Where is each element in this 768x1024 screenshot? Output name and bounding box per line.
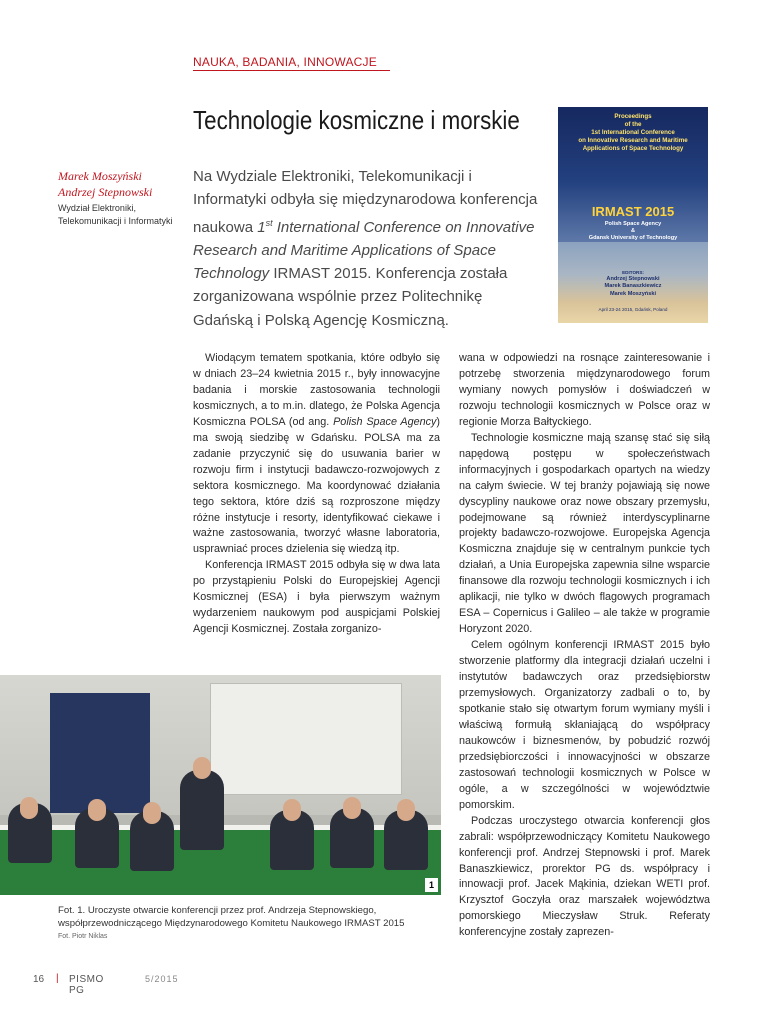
lead-italic-1: 1 [257,218,266,236]
lead-text-2: IRMAST 2015. Konferencja została zorganizowana wspólnie przez Politechnikę Gdańską i Polską Agencję Kosmiczną. [193,265,508,329]
photo-head [283,799,301,821]
cover-organizer: & [630,228,636,234]
paragraph: Podczas uroczystego otwarcia konferencji głos zabrali: współprzewodniczący Komitetu Naukowego konferencji prof. Andrzej Stepnowski i prof. Marek Banaszkiewicz, prorektor PG ds. współpracy i innowacji prof. Jacek Mąkinia, dziekan WETI prof. Krzysztof Goczyła oraz marszałek województwa pomorskiego Mieczysław Struk. Referaty konferencyjne zostały zaprezen- [459,814,710,939]
paragraph-text: ) ma swoją siedzibę w Gdańsku. POLSA ma za zadanie przyczynić się do usuwania barier w rozwoju firm i instytucji badawczo-rozwojowych z sektora kosmicznego. Ma koordynować działania tego sektora, które dziś są rozproszone między różne instytucje i resorty, identyfikować ciekawe i ważne zastosowania, tworzyć własne laboratoria, usprawniać proces dzielenia się wiedzą itp. [193,415,440,556]
cover-title [562,113,704,153]
photo-projection-screen [210,683,402,795]
article-title: Technologie kosmiczne i morskie [193,105,520,135]
lead-text-1: Na Wydziale Elektroniki, Telekomunikacji i Informatyki odbyła się międzynarodowa konferencja naukowa [193,168,538,236]
paragraph-italic: Polish Space Agency [333,415,437,428]
photo-head [88,799,106,821]
cover-editor: Marek Moszyński [609,290,656,297]
cover-line: Applications of Space Technology [582,145,684,152]
author-1: Marek Moszyński [58,169,142,183]
section-label: NAUKA, BADANIA, INNOWACJE [193,55,377,69]
page-number: 16 [33,974,45,985]
lead-paragraph [193,165,545,332]
cover-organizer: Gdansk University of Technology [588,235,678,241]
cover-organizers [562,221,704,242]
photo-head [193,757,211,779]
paragraph [193,351,440,558]
paragraph [193,558,440,638]
conference-photo [0,675,441,895]
photo-head [397,799,415,821]
cover-editors-label: EDITORS: [622,270,644,275]
lead-sup: st [265,217,273,228]
photo-head [20,797,38,819]
affiliation: Wydział Elektroniki, Telekomunikacji i Informatyki [58,203,173,226]
photo-poster [50,693,150,813]
cover-editor: Marek Banaszkiewicz [604,283,662,290]
cover-organizer: Polish Space Agency [604,221,662,227]
paragraph: wana w odpowiedzi na rosnące zainteresowanie i potrzebę stworzenia międzynarodowego forum wymiany nowych pomysłów i doświadczeń w rozwoju technologii kosmicznych w Polsce oraz w regionie Morza Bałtyckiego. [459,352,710,428]
cover-line: 1st International Conference [591,129,675,136]
paragraph-text: Konferencja IRMAST 2015 odbyła się w dwa lata po przystąpieniu Polski do Europejskiej Agencji Kosmicznej (ESA) i była pierwszym ważnym wydarzeniem naukowym pod auspicjami Polskiej Agencji Kosmicznej. Została zorganizo- [193,559,440,636]
photo-person [180,770,224,850]
figure-caption: Fot. 1. Uroczyste otwarcie konferencji przez prof. Andrzeja Stepnowskiego, współprzewodniczącego Międzynarodowego Komitetu Naukowego IRMAST 2015 [58,905,405,929]
cover-line: of the [624,121,642,128]
footer-separator: | [56,973,59,984]
lead-italic-2: International Conference on Innovative Research and Maritime Applications of Space Technology [193,218,535,283]
cover-date: April 23-24 2015, Gdańsk, Poland [598,307,668,312]
photo-credit: Fot. Piotr Niklas [58,933,108,940]
proceedings-cover-image [558,107,708,323]
photo-head [343,797,361,819]
cover-editor: Andrzej Stepnowski [606,276,660,283]
magazine-name: PISMO PG [69,974,104,996]
paragraph: Celem ogólnym konferencji IRMAST 2015 było stworzenie platformy dla integracji działań uczelni i instytutów badawczych oraz przedsiębiorstw przemysłowych. Organizatorzy zadbali o to, by spotkanie stało się otwartym forum wymiany myśli i właściwą formułą skłaniającą do współpracy naukowców i biznesmenów, by pobudzić rozwój przedsiębiorczości i innowacyjności w obszarze zastosowań technologii kosmicznych w Polsce w ogóle, a w szczególności w województwie pomorskim. [459,639,710,811]
cover-event-name: IRMAST 2015 [591,204,675,219]
paragraph-text: Wiodącym tematem spotkania, które odbyło się w dniach 23–24 kwietnia 2015 r., były innowacyjne badania i morskie zastosowania technologii kosmicznych, a to m.in. dlatego, że Polska Agencja Kosmiczna POLSA (od ang. [193,352,440,428]
cover-editors [562,269,704,298]
photo-head [143,802,161,824]
issue-number: 5/2015 [145,974,179,984]
cover-line: Proceedings [614,113,652,120]
paragraph: Technologie kosmiczne mają szansę stać się siłą napędową postępu w społeczeństwach informacyjnych i gospodarkach opartych na wiedzy na całym świecie. W tej branży pojawiają się nowe dyscypliny naukowe oraz nowe obszary przemysłu, podejmowane są również interdyscyplinarne projekty badawczo-rozwojowe. Europejska Agencja Kosmiczna znajduje się w centralnym punkcie tych działań, a Unia Europejska zapewnia silne wsparcie finansowe dla rozwoju technologii kosmicznych i ich aplikacji, nie tylko w dwóch flagowych programach ESA – Copernicus i Galileo – ale także w programie Horyzont 2020. [459,431,710,636]
body-column-1 [193,351,440,638]
authors [58,168,188,200]
section-rule [193,70,390,71]
body-column-2 [459,351,710,941]
cover-line: on Innovative Research and Maritime [578,137,688,144]
author-2: Andrzej Stepnowski [58,185,153,199]
figure-number: 1 [425,878,438,892]
